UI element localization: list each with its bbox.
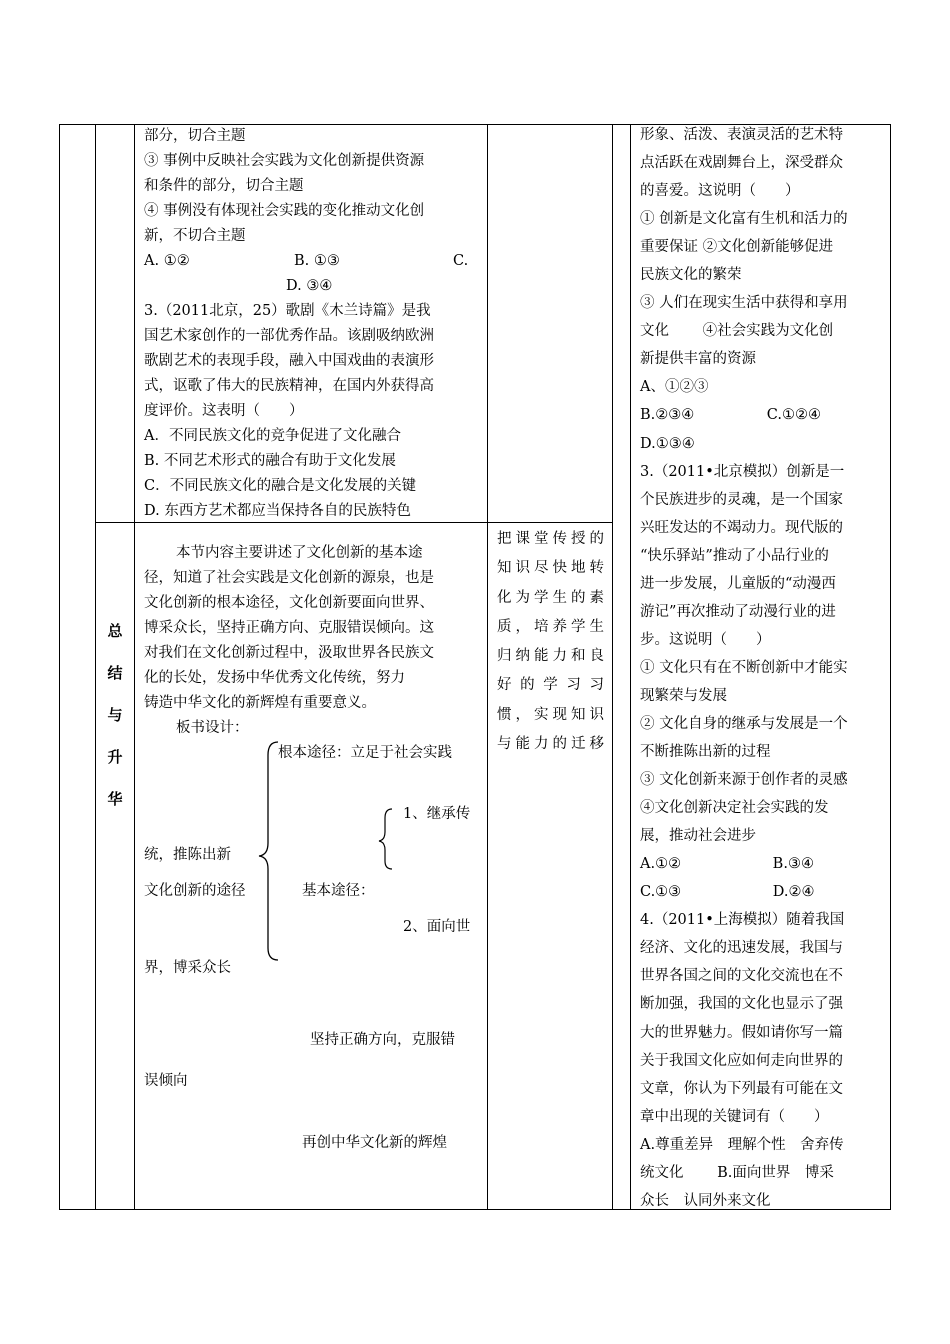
- teaching-intent: [497, 525, 604, 759]
- text-line: 文化 ④社会实践为文化创: [640, 323, 834, 340]
- text-line: 部分，切合主题: [144, 128, 246, 144]
- question-3-line: 歌剧艺术的表现手段，融入中国戏曲的表演形: [144, 353, 434, 369]
- text-line: A、①②③: [640, 379, 709, 396]
- text-line: 4.（2011•上海模拟）随着我国: [640, 912, 845, 929]
- text-line: 质，培养学生: [497, 618, 604, 635]
- board-item-2: 2、面向世: [403, 919, 471, 935]
- text-line: 现繁荣与发展: [640, 687, 727, 704]
- text-line: 与能力的迁移: [497, 736, 604, 753]
- text-line: 形象、活泼、表演灵活的艺术特: [640, 127, 843, 143]
- text-line: ③ 文化创新来源于创作者的灵感: [640, 772, 848, 789]
- option-a: A. ①②: [144, 253, 190, 269]
- text-line: 对我们在文化创新过程中，汲取世界各民族文: [144, 645, 434, 661]
- option-b: B. ①③: [294, 253, 340, 269]
- summary-label-char: 华: [107, 790, 123, 808]
- question-3-option: C．不同民族文化的融合是文化发展的关键: [144, 478, 417, 494]
- text-line: 惯，实现知识: [497, 706, 604, 723]
- summary-label-char: 结: [107, 664, 123, 682]
- practice-exercises: [640, 121, 880, 1215]
- board-design-title: 板书设计：: [176, 720, 249, 736]
- text-line: ③ 人们在现实生活中获得和享用: [640, 295, 848, 312]
- text-line: B.②③④ C.①②④: [640, 407, 821, 424]
- text-line: 点活跃在戏剧舞台上，深受群众: [640, 155, 843, 172]
- board-basic-path: 基本途径：: [302, 883, 375, 899]
- text-line: 本节内容主要讲述了文化创新的基本途: [176, 545, 423, 561]
- board-main-topic: 文化创新的途径: [144, 883, 246, 899]
- text-line: 的喜爱。这说明（ ）: [640, 183, 800, 200]
- summary-label-char: 总: [107, 622, 123, 640]
- board-item-3: 坚持正确方向，克服错: [310, 1032, 455, 1048]
- text-line: 章中出现的关键词有（ ）: [640, 1108, 829, 1125]
- text-line: C.①③ D.②④: [640, 884, 815, 901]
- text-line: 新，不切合主题: [144, 228, 246, 244]
- summary-label-char: 升: [107, 748, 123, 766]
- option-d: D. ③④: [286, 278, 333, 294]
- text-line: 径，知道了社会实践是文化创新的源泉，也是: [144, 570, 434, 586]
- board-root-path: 根本途径：立足于社会实践: [278, 745, 452, 761]
- text-line: 博采众长，坚持正确方向、克服错误倾向。这: [144, 620, 434, 636]
- summary-label-char: 与: [107, 706, 123, 724]
- text-line: A.①② B.③④: [640, 856, 814, 873]
- text-line: 民族文化的繁荣: [640, 267, 742, 284]
- option-c: C.: [453, 253, 469, 269]
- text-line: A.尊重差异 理解个性 舍弃传: [640, 1136, 844, 1153]
- text-line: 3.（2011•北京模拟）创新是一: [640, 463, 845, 480]
- text-line: ③ 事例中反映社会实践为文化创新提供资源: [144, 153, 425, 169]
- text-line: 统文化 B.面向世界 博采: [640, 1164, 834, 1181]
- text-line: 大的世界魅力。假如请你写一篇: [640, 1024, 843, 1041]
- text-line: ② 文化自身的继承与发展是一个: [640, 715, 848, 732]
- board-item-4: 再创中华文化新的辉煌: [302, 1135, 447, 1151]
- text-line: 众长 认同外来文化: [640, 1192, 771, 1209]
- text-line: 世界各国之间的文化交流也在不: [640, 968, 843, 985]
- board-item-3-cont: 误倾向: [144, 1073, 188, 1089]
- text-line: 步。这说明（ ）: [640, 631, 771, 648]
- text-line: “快乐驿站”推动了小品行业的: [640, 547, 829, 564]
- board-item-1: 1、继承传: [403, 806, 471, 822]
- text-line: 重要保证 ②文化创新能够促进: [640, 239, 834, 256]
- text-line: ④文化创新决定社会实践的发: [640, 800, 829, 817]
- text-line: 文化创新的根本途径，文化创新要面向世界、: [144, 595, 434, 611]
- question-3-option: B. 不同艺术形式的融合有助于文化发展: [144, 453, 396, 469]
- text-line: 新提供丰富的资源: [640, 351, 756, 368]
- text-line: 兴旺发达的不竭动力。现代版的: [640, 519, 843, 536]
- question-3-line: 3.（2011北京，25）歌剧《木兰诗篇》是我: [144, 303, 431, 319]
- board-item-1-cont: 统，推陈出新: [144, 847, 231, 863]
- question-3-line: 国艺术家创作的一部优秀作品。该剧吸纳欧洲: [144, 328, 434, 344]
- text-line: ④ 事例没有体现社会实践的变化推动文化创: [144, 203, 425, 219]
- text-line: 和条件的部分，切合主题: [144, 178, 304, 194]
- text-line: 铸造中华文化的新辉煌有重要意义。: [144, 695, 376, 711]
- text-line: 关于我国文化应如何走向世界的: [640, 1052, 843, 1069]
- text-line: 断加强，我国的文化也显示了强: [640, 996, 843, 1013]
- text-line: 游记”再次推动了动漫行业的进: [640, 603, 836, 620]
- board-item-2-cont: 界，博采众长: [144, 960, 231, 976]
- question-3-option: D. 东西方艺术都应当保持各自的民族特色: [144, 503, 411, 519]
- question-3-line: 度评价。这表明（ ）: [144, 403, 304, 419]
- text-line: ① 创新是文化富有生机和活力的: [640, 211, 848, 228]
- small-brace: [379, 809, 392, 869]
- text-line: 化为学生的素: [497, 589, 604, 606]
- text-line: 知识尽快地转: [497, 560, 604, 577]
- text-line: 进一步发展，儿童版的“动漫西: [640, 575, 836, 592]
- text-line: 归纳能力和良: [497, 648, 604, 665]
- text-line: 展，推动社会进步: [640, 828, 756, 845]
- text-line: D.①③④: [640, 435, 695, 452]
- text-line: ① 文化只有在不断创新中才能实: [640, 659, 848, 676]
- question-3-line: 式，讴歌了伟大的民族精神，在国内外获得高: [144, 378, 434, 394]
- text-line: 个民族进步的灵魂，是一个国家: [640, 491, 843, 508]
- text-line: 化的长处，发扬中华优秀文化传统，努力: [144, 670, 405, 686]
- text-line: 把课堂传授的: [497, 531, 604, 547]
- text-line: 好的学习习: [497, 677, 604, 694]
- question-3-option: A．不同民族文化的竞争促进了文化融合: [144, 428, 401, 444]
- text-line: 不断推陈出新的过程: [640, 744, 771, 761]
- text-line: 经济、文化的迅速发展，我国与: [640, 940, 843, 957]
- text-line: 文章，你认为下列最有可能在文: [640, 1080, 843, 1097]
- large-brace: [259, 742, 278, 960]
